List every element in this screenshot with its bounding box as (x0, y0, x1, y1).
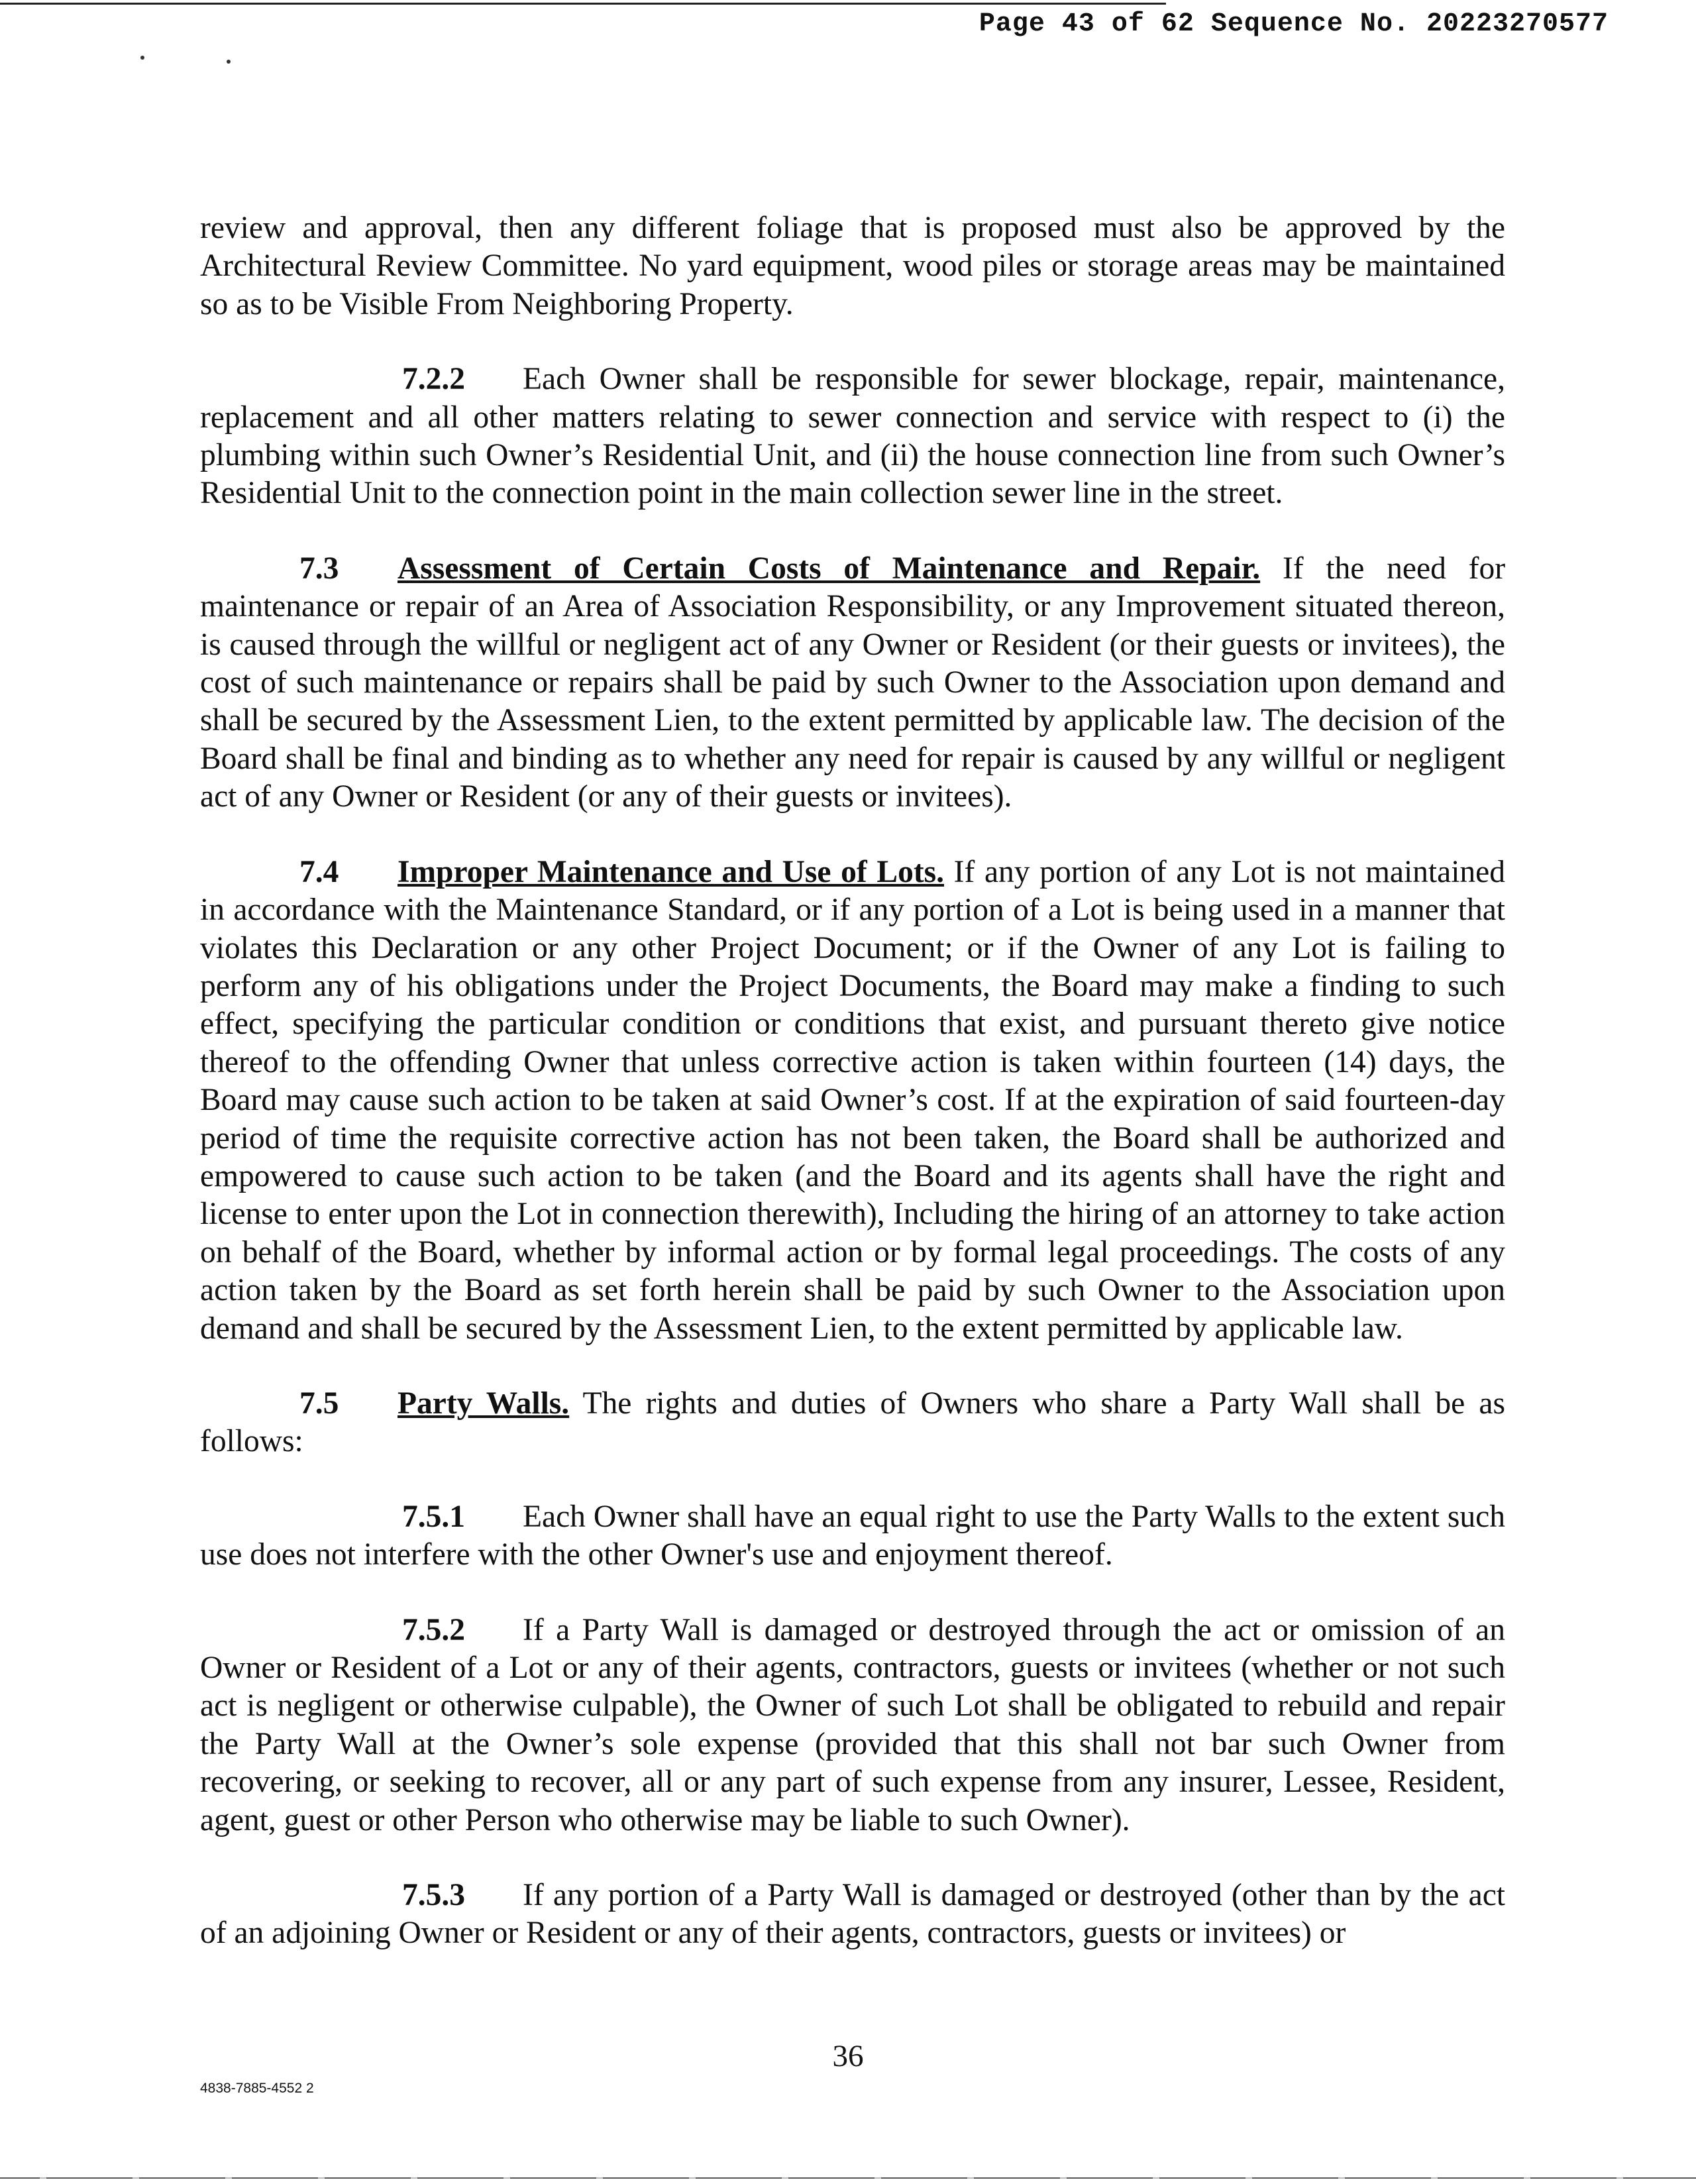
section-7-2-2 (200, 360, 1505, 513)
recording-page-stamp: Page 43 of 62 Sequence No. 20223270577 (979, 9, 1609, 39)
section-number: 7.5 (299, 1386, 339, 1421)
paragraph-text: review and approval, then any different foliage that is proposed must also be approved by the Architectural Review Committee. No yard equipment, wood piles or storage areas may be maintained so as to be Visible From Neighboring Property. (200, 211, 1505, 321)
section-heading: Party Walls. (398, 1386, 570, 1421)
section-number: 7.2.2 (402, 362, 465, 397)
section-7-5-1 (200, 1498, 1505, 1574)
section-text: If any portion of any Lot is not maintained in accordance with the Maintenance Standard, or if any portion of a Lot is being used in a manner that violates this Declaration or any other Project Document; or if the Owner of any Lot is failing to perform any of his obligations under the Project Documents, the Board may make a finding to such effect, specifying the particular condition or conditions that exist, and pursuant thereto give notice thereof to the offending Owner that unless corrective action is taken within fourteen (14) days, the Board may cause such action to be taken at said Owner’s cost. If at the expiration of said fourteen-day period of time the requisite corrective action has not been taken, the Board shall be authorized and empowered to cause such action to be taken (and the Board and its agents shall have the right and license to enter upon the Lot in connection therewith), Including the hiring of an attorney to take action on behalf of the Board, whether by informal action or by formal legal proceedings. The costs of any action taken by the Board as set forth herein shall be paid by such Owner to the Association upon demand and shall be secured by the Assessment Lien, to the extent permitted by applicable law. (200, 854, 1505, 1346)
section-heading: Assessment of Certain Costs of Maintenance and Repair. (398, 551, 1261, 586)
section-number: 7.5.2 (402, 1612, 465, 1647)
bottom-scan-rule (0, 2177, 1696, 2179)
scan-speck (227, 60, 231, 64)
document-id: 4838-7885-4552 2 (200, 2081, 314, 2096)
section-text: Each Owner shall be responsible for sewer blockage, repair, maintenance, replacement and all other matters relating to sewer connection and service with respect to (i) the plumbing within such Owner’s Residential Unit, and (ii) the house connection line from such Owner’s Residential Unit to the connection point in the main collection sewer line in the street. (200, 362, 1505, 511)
section-text: If the need for maintenance or repair of an Area of Association Responsibility, or any Improvement situated thereon, is caused through the willful or negligent act of any Owner or Resident (or their guests or invitees), the cost of such maintenance or repairs shall be paid by such Owner to the Association upon demand and shall be secured by the Assessment Lien, to the extent permitted by applicable law. The decision of the Board shall be final and binding as to whether any need for repair is caused by any willful or negligent act of any Owner or Resident (or any of their guests or invitees). (200, 551, 1506, 814)
section-7-3 (200, 550, 1505, 816)
document-body (200, 209, 1505, 1990)
section-number: 7.4 (299, 854, 339, 889)
section-text: If any portion of a Party Wall is damaged or destroyed (other than by the act of an adjoining Owner or Resident or any of their agents, contractors, guests or invitees) or (200, 1878, 1505, 1951)
section-heading: Improper Maintenance and Use of Lots. (398, 854, 944, 889)
section-number: 7.5.3 (402, 1878, 465, 1913)
section-text: The rights and duties of Owners who share a Party Wall shall be as follows: (200, 1386, 1505, 1459)
section-7-4 (200, 853, 1505, 1348)
page-number: 36 (832, 2039, 864, 2073)
section-text: If a Party Wall is damaged or destroyed through the act or omission of an Owner or Resident of a Lot or any of their agents, contractors, guests or invitees (whether or not such act is negligent or otherwise culpable), the Owner of such Lot shall be obligated to rebuild and repair the Party Wall at the Owner’s sole expense (provided that this shall not bar such Owner from recovering, or seeking to recover, all or any part of such expense from any insurer, Lessee, Resident, agent, guest or other Person who otherwise may be liable to such Owner). (200, 1612, 1505, 1837)
section-7-5 (200, 1385, 1505, 1461)
section-number: 7.3 (299, 551, 339, 586)
section-7-5-2 (200, 1611, 1505, 1839)
section-number: 7.5.1 (402, 1499, 465, 1534)
section-text: Each Owner shall have an equal right to use the Party Walls to the extent such use does not interfere with the other Owner's use and enjoyment thereof. (200, 1499, 1505, 1572)
scan-speck (140, 56, 144, 60)
paragraph-continuation (200, 209, 1505, 323)
section-7-5-3 (200, 1877, 1505, 1953)
top-scan-rule (0, 3, 1166, 5)
